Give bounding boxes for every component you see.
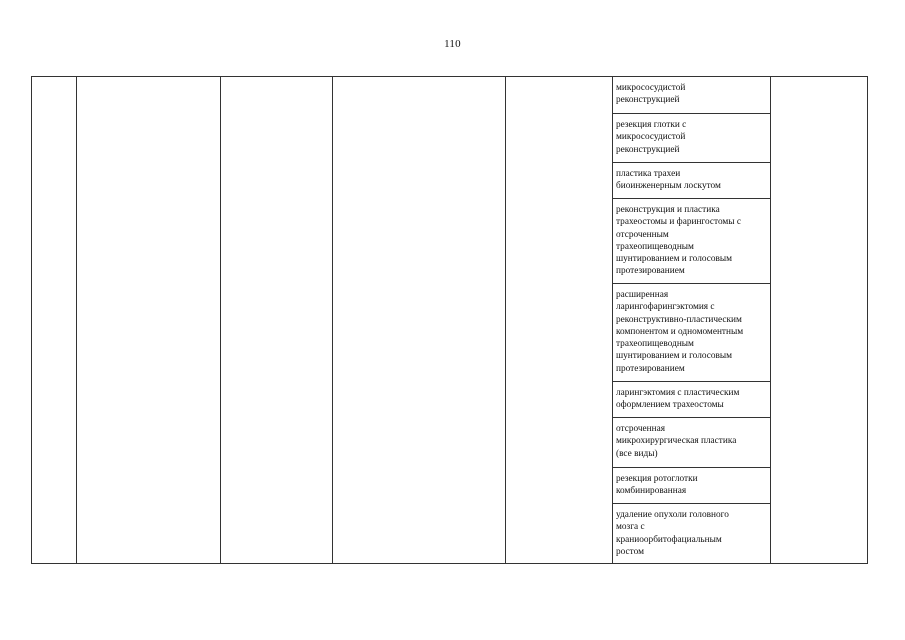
table-cell-procedure: пластика трахеи биоинженерным лоскутом (612, 163, 770, 199)
procedure-column (612, 77, 770, 563)
column-divider (76, 77, 77, 563)
column-divider (332, 77, 333, 563)
page-number: 110 (444, 38, 461, 50)
procedures-table (31, 76, 868, 564)
column-divider (505, 77, 506, 563)
table-cell-procedure: реконструкция и пластика трахеостомы и фарингостомы с отсроченным трахеопищеводным шунтированием и голосовым протезированием (612, 199, 770, 284)
table-cell-procedure: отсроченная микрохирургическая пластика (все виды) (612, 418, 770, 468)
table-cell-procedure: резекция ротоглотки комбинированная (612, 468, 770, 504)
table-cell-procedure: ларингэктомия с пластическим оформлением трахеостомы (612, 382, 770, 418)
table-cell-procedure: микрососудистой реконструкцией (612, 77, 770, 114)
table-cell-procedure: резекция глотки с микрососудистой реконструкцией (612, 114, 770, 163)
column-divider (770, 77, 771, 563)
column-divider (220, 77, 221, 563)
table-cell-procedure: расширенная ларингофарингэктомия с реконструктивно-пластическим компонентом и одномоментным трахеопищеводным шунтированием и голосовым протезированием (612, 284, 770, 382)
table-cell-procedure: удаление опухоли головного мозга с краниоорбитофациальным ростом (616, 510, 729, 557)
